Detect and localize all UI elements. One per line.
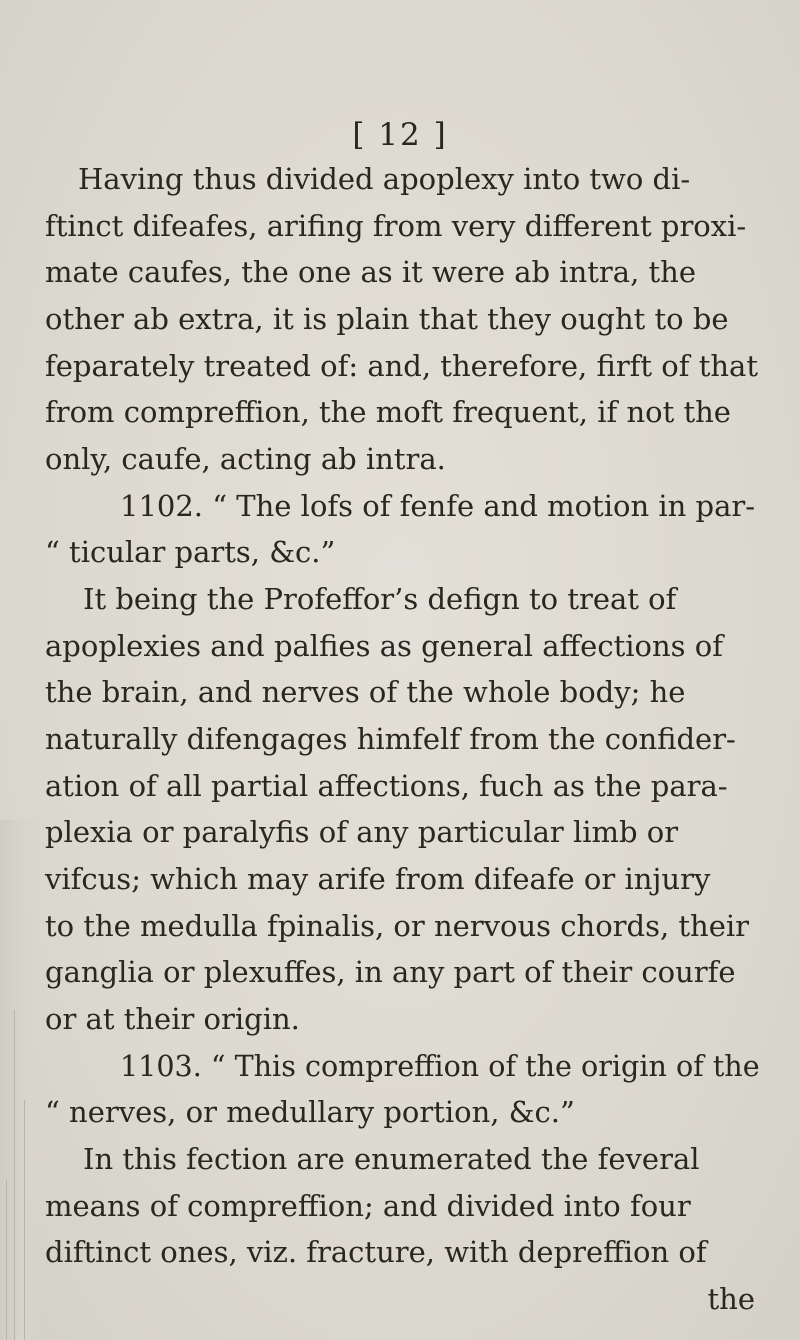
text-line: ganglia or plexuffes, in any part of their courfe xyxy=(45,955,736,990)
text-line: to the medulla fpinalis, or nervous chords, their xyxy=(45,908,750,943)
page-number: [ 12 ] xyxy=(352,117,448,153)
text-line: or at their origin. xyxy=(45,1002,300,1036)
text-line: feparately treated of: and, therefore, firft of that xyxy=(45,348,758,383)
text-line: 1103. “ This compreffion of the origin of the xyxy=(120,1048,760,1083)
text-line: diftinct ones, viz. fracture, with depreffion of xyxy=(45,1235,707,1270)
text-line: “ nerves, or medullary portion, &c.” xyxy=(45,1095,575,1130)
text-line: It being the Profeffor’s defign to treat of xyxy=(83,582,677,616)
text-line: mate caufes, the one as it were ab intra, the xyxy=(45,255,696,290)
text-line: other ab extra, it is plain that they ought to be xyxy=(45,302,729,336)
page-edge-line xyxy=(14,1010,15,1340)
catchword: the xyxy=(707,1282,755,1316)
page-edge-line xyxy=(24,1100,25,1340)
text-line: plexia or paralyfis of any particular limb or xyxy=(45,815,679,850)
text-line: Having thus divided apoplexy into two di- xyxy=(78,162,691,196)
text-line: ftinct difeafes, arifing from very different proxi- xyxy=(45,208,747,243)
text-line: naturally difengages himfelf from the confider- xyxy=(45,722,736,756)
text-line: apoplexies and palfies as general affections of xyxy=(45,628,723,663)
text-line: “ ticular parts, &c.” xyxy=(45,535,336,570)
text-line: the brain, and nerves of the whole body; he xyxy=(45,675,686,710)
text-line: only, caufe, acting ab intra. xyxy=(45,442,446,476)
text-line: from compreffion, the moft frequent, if not the xyxy=(45,395,731,430)
text-line: vifcus; which may arife from difeafe or injury xyxy=(45,862,711,896)
text-line: means of compreffion; and divided into four xyxy=(45,1188,691,1223)
page-edge-line xyxy=(6,1180,7,1340)
text-line: 1102. “ The lofs of fenfe and motion in par- xyxy=(120,488,756,523)
text-line: In this fection are enumerated the feveral xyxy=(83,1142,700,1176)
text-line: ation of all partial affections, fuch as the para- xyxy=(45,768,728,803)
